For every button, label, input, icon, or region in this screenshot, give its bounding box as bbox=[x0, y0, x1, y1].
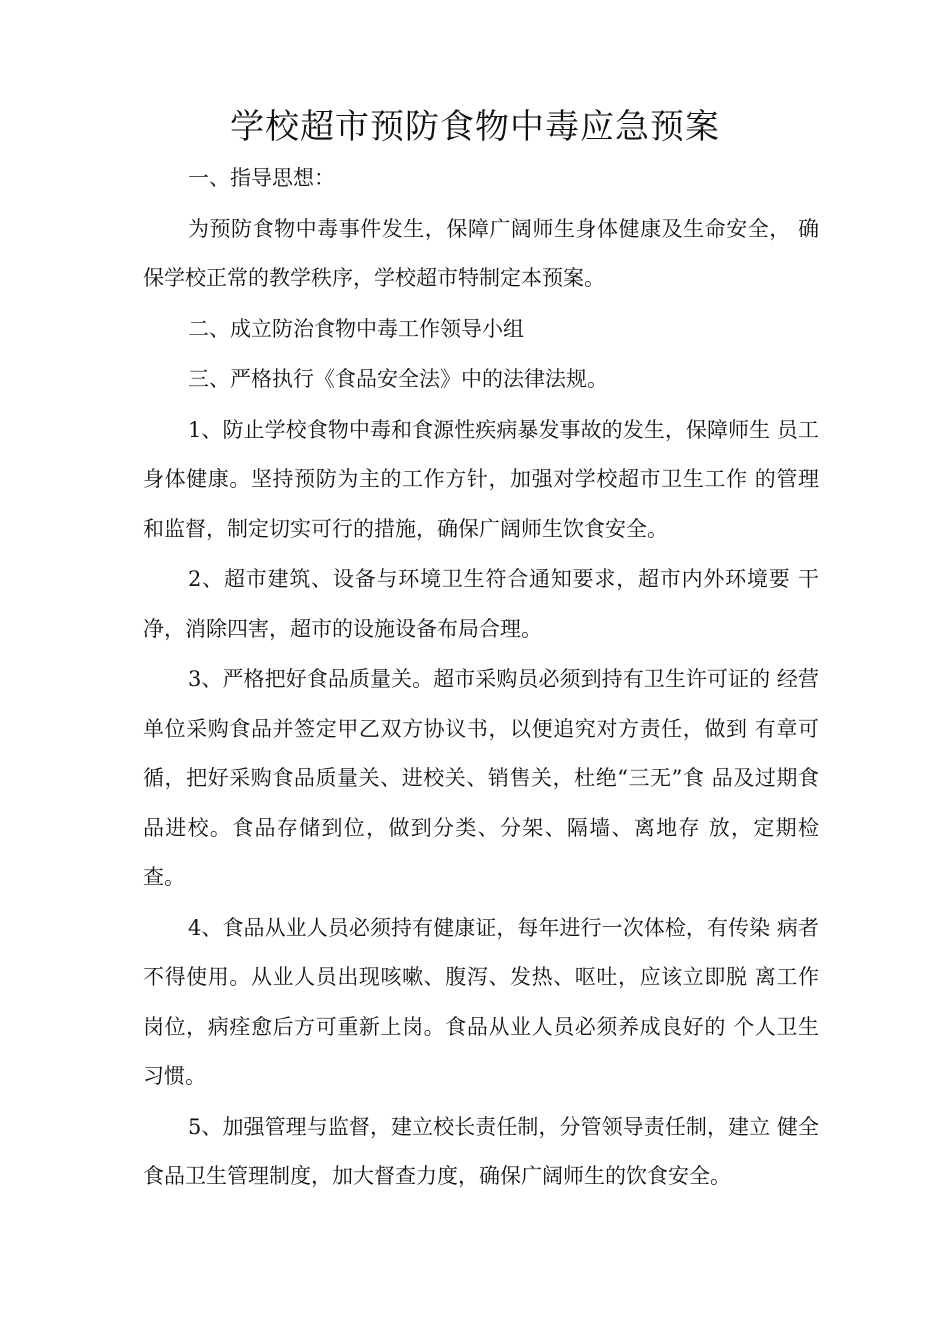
paragraph-item-2: 2、超市建筑、设备与环境卫生符合通知要求，超市内外环境要 干净，消除四害，超市的设施设备布局合理。 bbox=[143, 567, 819, 641]
paragraph-item-4: 4、食品从业人员必须持有健康证，每年进行一次体检，有传染 病者不得使用。从业人员出现咳嗽、腹泻、发热、呕吐，应该立即脱 离工作岗位，病痊愈后方可重新上岗。食品从业人员必须养成良好的 个人卫生习惯。 bbox=[143, 915, 819, 1088]
paragraph-purpose: 为预防食物中毒事件发生，保障广阔师生身体健康及生命安全， 确保学校正常的教学秩序，学校超市特制定本预案。 bbox=[143, 216, 819, 290]
section-heading-leadership-group: 二、成立防治食物中毒工作领导小组 bbox=[188, 316, 524, 341]
document-title: 学校超市预防食物中毒应急预案 bbox=[230, 107, 720, 147]
paragraph-item-1: 1、防止学校食物中毒和食源性疾病暴发事故的发生，保障师生 员工身体健康。坚持预防为主的工作方针，加强对学校超市卫生工作 的管理和监督，制定切实可行的措施，确保广阔师生饮食安全。 bbox=[143, 417, 819, 541]
document-body bbox=[143, 154, 819, 1202]
paragraph-item-5: 5、加强管理与监督，建立校长责任制，分管领导责任制，建立 健全食品卫生管理制度，加大督查力度，确保广阔师生的饮食安全。 bbox=[143, 1114, 819, 1188]
section-heading-food-safety-law: 三、严格执行《食品安全法》中的法律法规。 bbox=[188, 367, 608, 391]
section-heading-guiding-thought: 一、指导思想： bbox=[188, 166, 335, 190]
paragraph-item-3: 3、严格把好食品质量关。超市采购员必须到持有卫生许可证的 经营单位采购食品并签定甲乙双方协议书，以便追究对方责任，做到 有章可循，把好采购食品质量关、进校关、销售关，杜绝“三无”食 品及过期食品进校。食品存储到位，做到分类、分架、隔墙、离地存 放，定期检查。 bbox=[143, 667, 819, 889]
